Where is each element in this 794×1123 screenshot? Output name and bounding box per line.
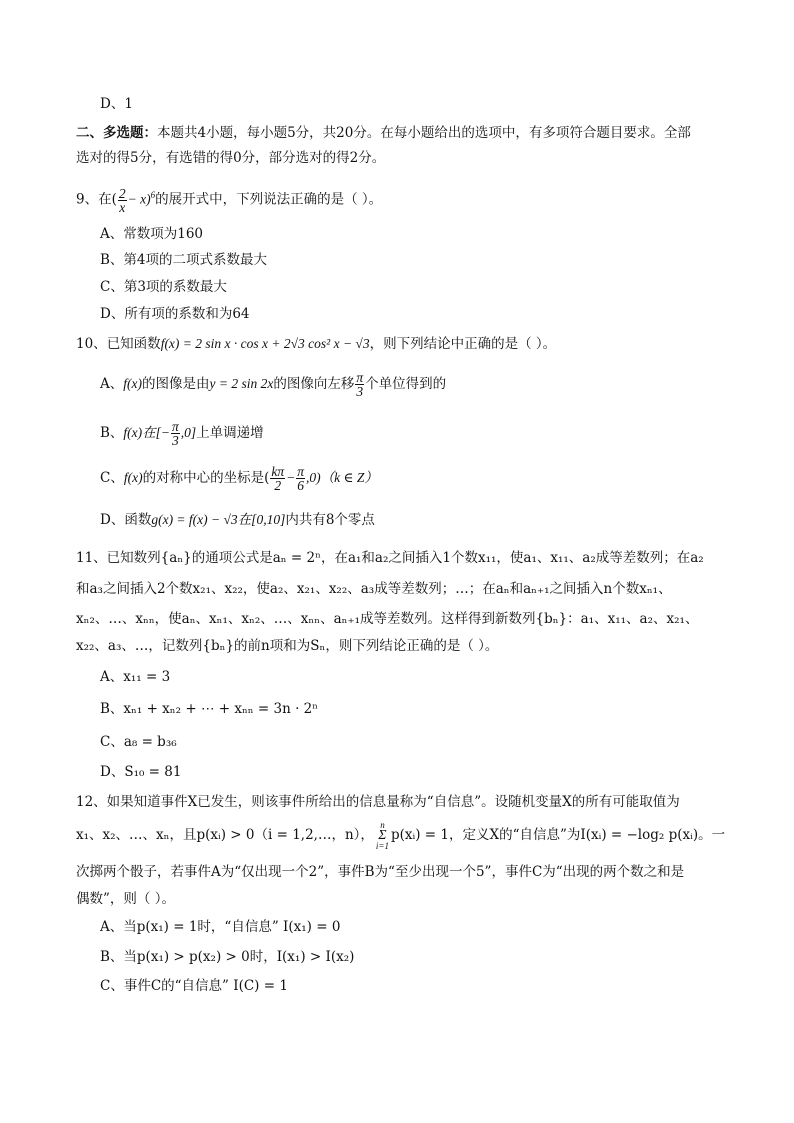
q10-a-mid2: 的图像向左移 [273,376,355,392]
q10-b-fraction [171,420,180,447]
q9-option-b: B、第4项的二项式系数最大 [100,252,268,268]
q10-formula: f(x) = 2 sin x · cos x + 2√3 cos² x − √3 [160,336,370,351]
q12-sum [376,821,389,851]
q10-b-f: f(x) [123,425,143,440]
q12-line-3: 次掷两个骰子，若事件A为“仅出现一个2”，事件B为“至少出现一个5”，事件C为“出现的两个数之和是 [76,864,685,880]
q10-c-fraction-1 [270,465,285,492]
q9-option-d: D、所有项的系数和为64 [100,306,250,322]
q9-stem-post: 的展开式中，下列说法正确的是（ ）。 [155,191,383,208]
q11-line-3: xₙ₂、…、xₙₙ，使aₙ、xₙ₁、xₙ₂、…、xₙₙ、aₙ₊₁成等差数列。这样得到新数列{bₙ}：a₁、x₁₁、a₂、x₂₁、 [76,611,699,627]
q12-line-2-pre: x₁、x₂、…、xₙ，且p(xᵢ) > 0（i = 1,2,…，n）， [76,827,374,843]
q10-a-prefix: A、 [100,376,124,392]
q10-c-num1: kπ [271,464,285,479]
q10-b-in: 在[− [142,425,171,440]
q12-line-2-post: p(xᵢ) = 1，定义X的“自信息”为I(xᵢ) = −log₂ p(xᵢ)。一 [391,827,726,843]
q11-option-a: A、x₁₁ = 3 [100,669,171,685]
q9-option-a: A、常数项为160 [100,226,204,242]
q9-stem-pre: 在( [98,191,117,208]
q10-b-prefix: B、 [100,425,124,441]
q11-option-b: B、xₙ₁ + xₙ₂ + ⋯ + xₙₙ = 3n · 2ⁿ [100,701,319,717]
q10-a-post: 个单位得到的 [365,376,447,392]
q10-b-num: π [172,419,179,434]
q10-c-num2: π [297,464,305,479]
section-intro-line-1 [76,124,691,142]
q10-a-mid: 的图像是由 [141,376,210,392]
q9-stem [76,180,382,215]
q10-option-d [100,511,375,529]
q12-line-4: 偶数”，则（ ）。 [76,891,175,907]
q11-line-4: x₂₂、a₃、…，记数列{bₙ}的前n项和为Sₙ，则下列结论正确的是（ ）。 [76,638,499,654]
q12-line-2 [76,820,725,851]
q11-line-1: 11、已知数列{aₙ}的通项公式是aₙ = 2ⁿ，在a₁和a₂之间插入1个数x₁₁，使a₁、x₁₁、a₂成等差数列；在a₂ [76,550,704,566]
q10-c-minus: − [286,470,296,485]
q12-sum-bottom: i=1 [375,840,389,851]
q10-stem-post: ，则下列结论中正确的是（ ）。 [369,336,557,352]
q9-fraction [118,187,127,214]
section-text-2: 选对的得5分，有选错的得0分，部分选对的得2分。 [76,150,386,166]
q10-d-formula: g(x) = f(x) − √3 [151,512,238,527]
q9-frac-num: 2 [118,185,126,201]
q12-option-c: C、事件C的“自信息” I(C) = 1 [100,978,288,994]
q12-sum-sigma: Σ [378,827,387,843]
q12-option-b: B、当p(x₁) > p(x₂) > 0时，I(x₁) > I(x₂) [100,949,355,965]
q10-c-f: f(x) [123,470,143,485]
q10-d-post: 内共有8个零点 [285,512,375,528]
q10-a-f: f(x) [123,376,142,391]
q12-line-1: 12、如果知道事件X已发生，则该事件所给出的信息量称为“自信息”。设随机变量X的所有可能取值为 [76,794,680,810]
q10-c-mid: 的对称中心的坐标是( [142,470,270,486]
q12-sum-top: n [380,819,385,830]
q9-frac-den: x [119,199,126,215]
q10-c-den2: 6 [297,478,304,493]
q12-option-a: A、当p(x₁) = 1时，“自信息” I(x₁) = 0 [100,919,341,935]
q10-stem-pre: 已知函数 [106,336,161,352]
q10-c-prefix: C、 [100,470,124,486]
q9-power: 6 [150,190,156,200]
q10-c-end: ,0)（k ∈ Z） [306,470,378,485]
q10-a-g: y = 2 sin 2x [209,376,274,391]
q10-d-prefix: D、函数 [100,512,152,528]
section-heading: 二、多选题： [76,125,157,141]
q10-b-post: 上单调递增 [196,425,264,441]
q10-b-den: 3 [172,433,179,448]
q10-option-c [100,463,378,493]
q10-b-end: ,0] [180,425,197,440]
q11-option-c: C、a₈ = b₃₆ [100,734,177,750]
section-text-1: 本题共4小题，每小题5分，共20分。在每小题给出的选项中，有多项符合题目要求。全部 [157,125,691,141]
q11-line-2: 和a₃之间插入2个数x₂₁、x₂₂，使a₂、x₂₁、x₂₂、a₃成等差数列；…；在aₙ和aₙ₊₁之间插入n个数xₙ₁、 [76,581,672,597]
q10-number: 10、 [76,336,107,352]
q10-d-mid: 在[0,10] [237,512,286,527]
q9-stem-mid: − x) [127,191,151,207]
q10-a-den: 3 [356,384,364,399]
q10-c-den1: 2 [274,478,282,493]
prev-option-d: D、1 [100,96,133,112]
q10-a-fraction [355,371,364,398]
q10-option-b [100,418,264,448]
q10-a-num: π [356,370,364,385]
q10-stem [76,335,556,353]
q9-number: 9、 [76,191,99,208]
q11-option-d: D、S₁₀ = 81 [100,764,182,780]
q10-c-fraction-2 [296,465,305,492]
q9-option-c: C、第3项的系数最大 [100,279,227,295]
q10-option-a [100,369,446,399]
